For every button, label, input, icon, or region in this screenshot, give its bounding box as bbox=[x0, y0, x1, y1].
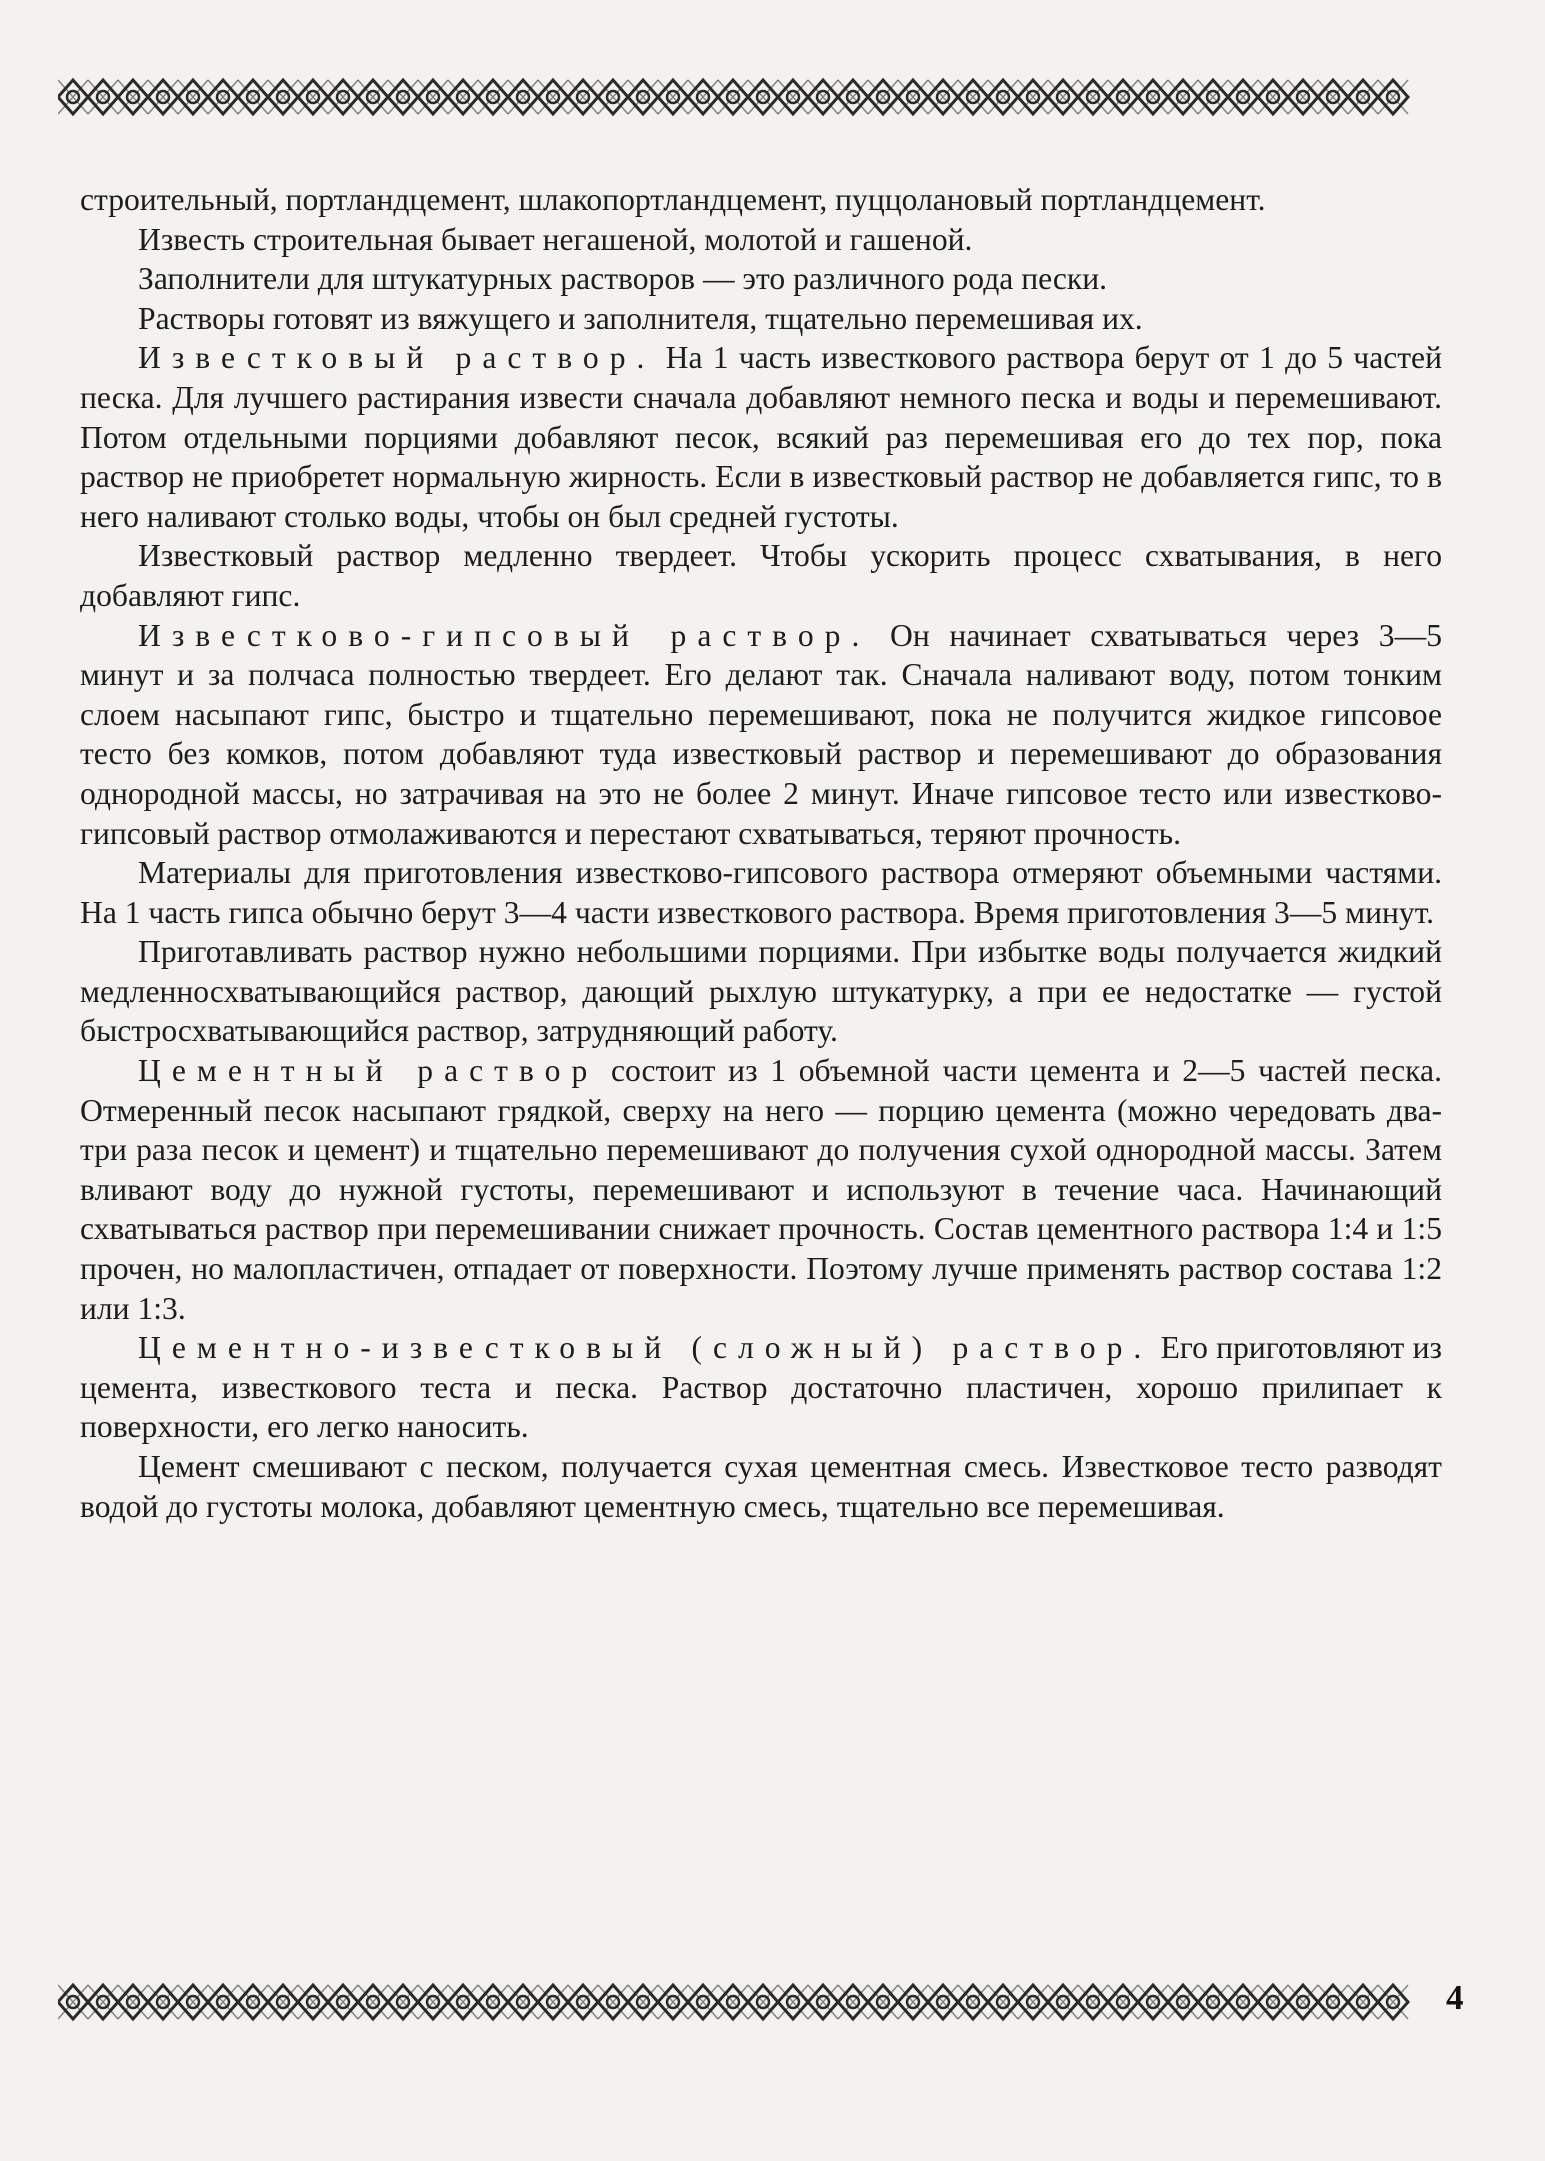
paragraph-11: Цементно-известковый (сложный) раствор. Его приготовляют из цемента, известкового теста и песка. Раствор достаточно пластичен, хорошо прилипает к поверхности, его легко наносить. bbox=[80, 1330, 1443, 1445]
page-number: 4 bbox=[1446, 1978, 1464, 2017]
paragraph-2: Известь строительная бывает негашеной, молотой и гашеной. bbox=[138, 221, 973, 257]
paragraph-8: Материалы для приготовления известково-гипсового раствора отмеряют объемными частями. На 1 часть гипса обычно берут 3—4 части известкового раствора. Время приготовления 3—5 минут. bbox=[80, 855, 1442, 930]
body-text bbox=[80, 180, 1442, 1526]
paragraph-3: Заполнители для штукатурных растворов — это различного рода пески. bbox=[138, 261, 1108, 297]
section-lead-cement-mortar: Цементный раствор bbox=[138, 1053, 599, 1089]
paragraph-10: Цементный раствор состоит из 1 объемной части цемента и 2—5 частей песка. Отмеренный песок насыпают грядкой, сверху на него — порцию цемента (можно чередовать два-три раза песок и цемент) и тщательно перемешивают до получения сухой однородной массы. Затем вливают воду до нужной густоты, перемешивают и используют в течение часа. Начинающий схватываться раствор при перемешивании снижает прочность. Состав цементного раствора 1:4 и 1:5 прочен, но малопластичен, отпадает от поверхности. Поэтому лучше применять раствор состава 1:2 или 1:3. bbox=[80, 1053, 1442, 1326]
ornament-bottom-svg bbox=[58, 1973, 1410, 2031]
paragraph-5: Известковый раствор. На 1 часть известкового раствора берут от 1 до 5 частей песка. Для лучшего растирания извести сначала добавляют немного песка и воды и перемешивают. Потом отдельными порциями добавляют песок, всякий раз перемешивая его до тех пор, пока раствор не приобретет нормальную жирность. Если в известковый раствор не добавляется гипс, то в него наливают столько воды, чтобы он был средней густоты. bbox=[80, 340, 1442, 534]
paragraph-1: строительный, портландцемент, шлакопортландцемент, пуццолановый портландцемент. bbox=[80, 182, 1266, 217]
section-lead-lime-mortar: Известковый раствор. bbox=[138, 340, 656, 376]
paragraph-6: Известковый раствор медленно твердеет. Чтобы ускорить процесс схватывания, в него добавляют гипс. bbox=[80, 538, 1442, 613]
paragraph-7: Известково-гипсовый раствор. Он начинает схватываться через 3—5 минут и за полчаса полностью твердеет. Его делают так. Сначала наливают воду, потом тонким слоем насыпают гипс, быстро и тщательно перемешивают, пока не получится жидкое гипсовое тесто без комков, потом добавляют туда известковый раствор и перемешивают до образования однородной массы, но затрачивая на это не более 2 минут. Иначе гипсовое тесто или известково-гипсовый раствор отмолаживаются и перестают схватываться, теряют прочность. bbox=[80, 617, 1442, 851]
paragraph-9: Приготавливать раствор нужно небольшими порциями. При избытке воды получается жидкий медленносхватывающийся раствор, дающий рыхлую штукатурку, а при ее недостатке — густой быстросхватывающийся раствор, затрудняющий работу. bbox=[80, 934, 1442, 1049]
section-lead-lime-gypsum-mortar: Известково-гипсовый раствор. bbox=[138, 617, 871, 653]
section-lead-cement-lime-mortar: Цементно-известковый (сложный) раствор. bbox=[138, 1330, 1153, 1366]
ornament-border-bottom bbox=[58, 1973, 1410, 2031]
ornament-top-svg bbox=[58, 68, 1410, 126]
paragraph-4: Растворы готовят из вяжущего и заполнителя, тщательно перемешивая их. bbox=[138, 300, 1143, 336]
paragraph-12: Цемент смешивают с песком, получается сухая цементная смесь. Известковое тесто разводят водой до густоты молока, добавляют цементную смесь, тщательно все перемешивая. bbox=[80, 1449, 1442, 1524]
ornament-border-top bbox=[58, 68, 1410, 126]
